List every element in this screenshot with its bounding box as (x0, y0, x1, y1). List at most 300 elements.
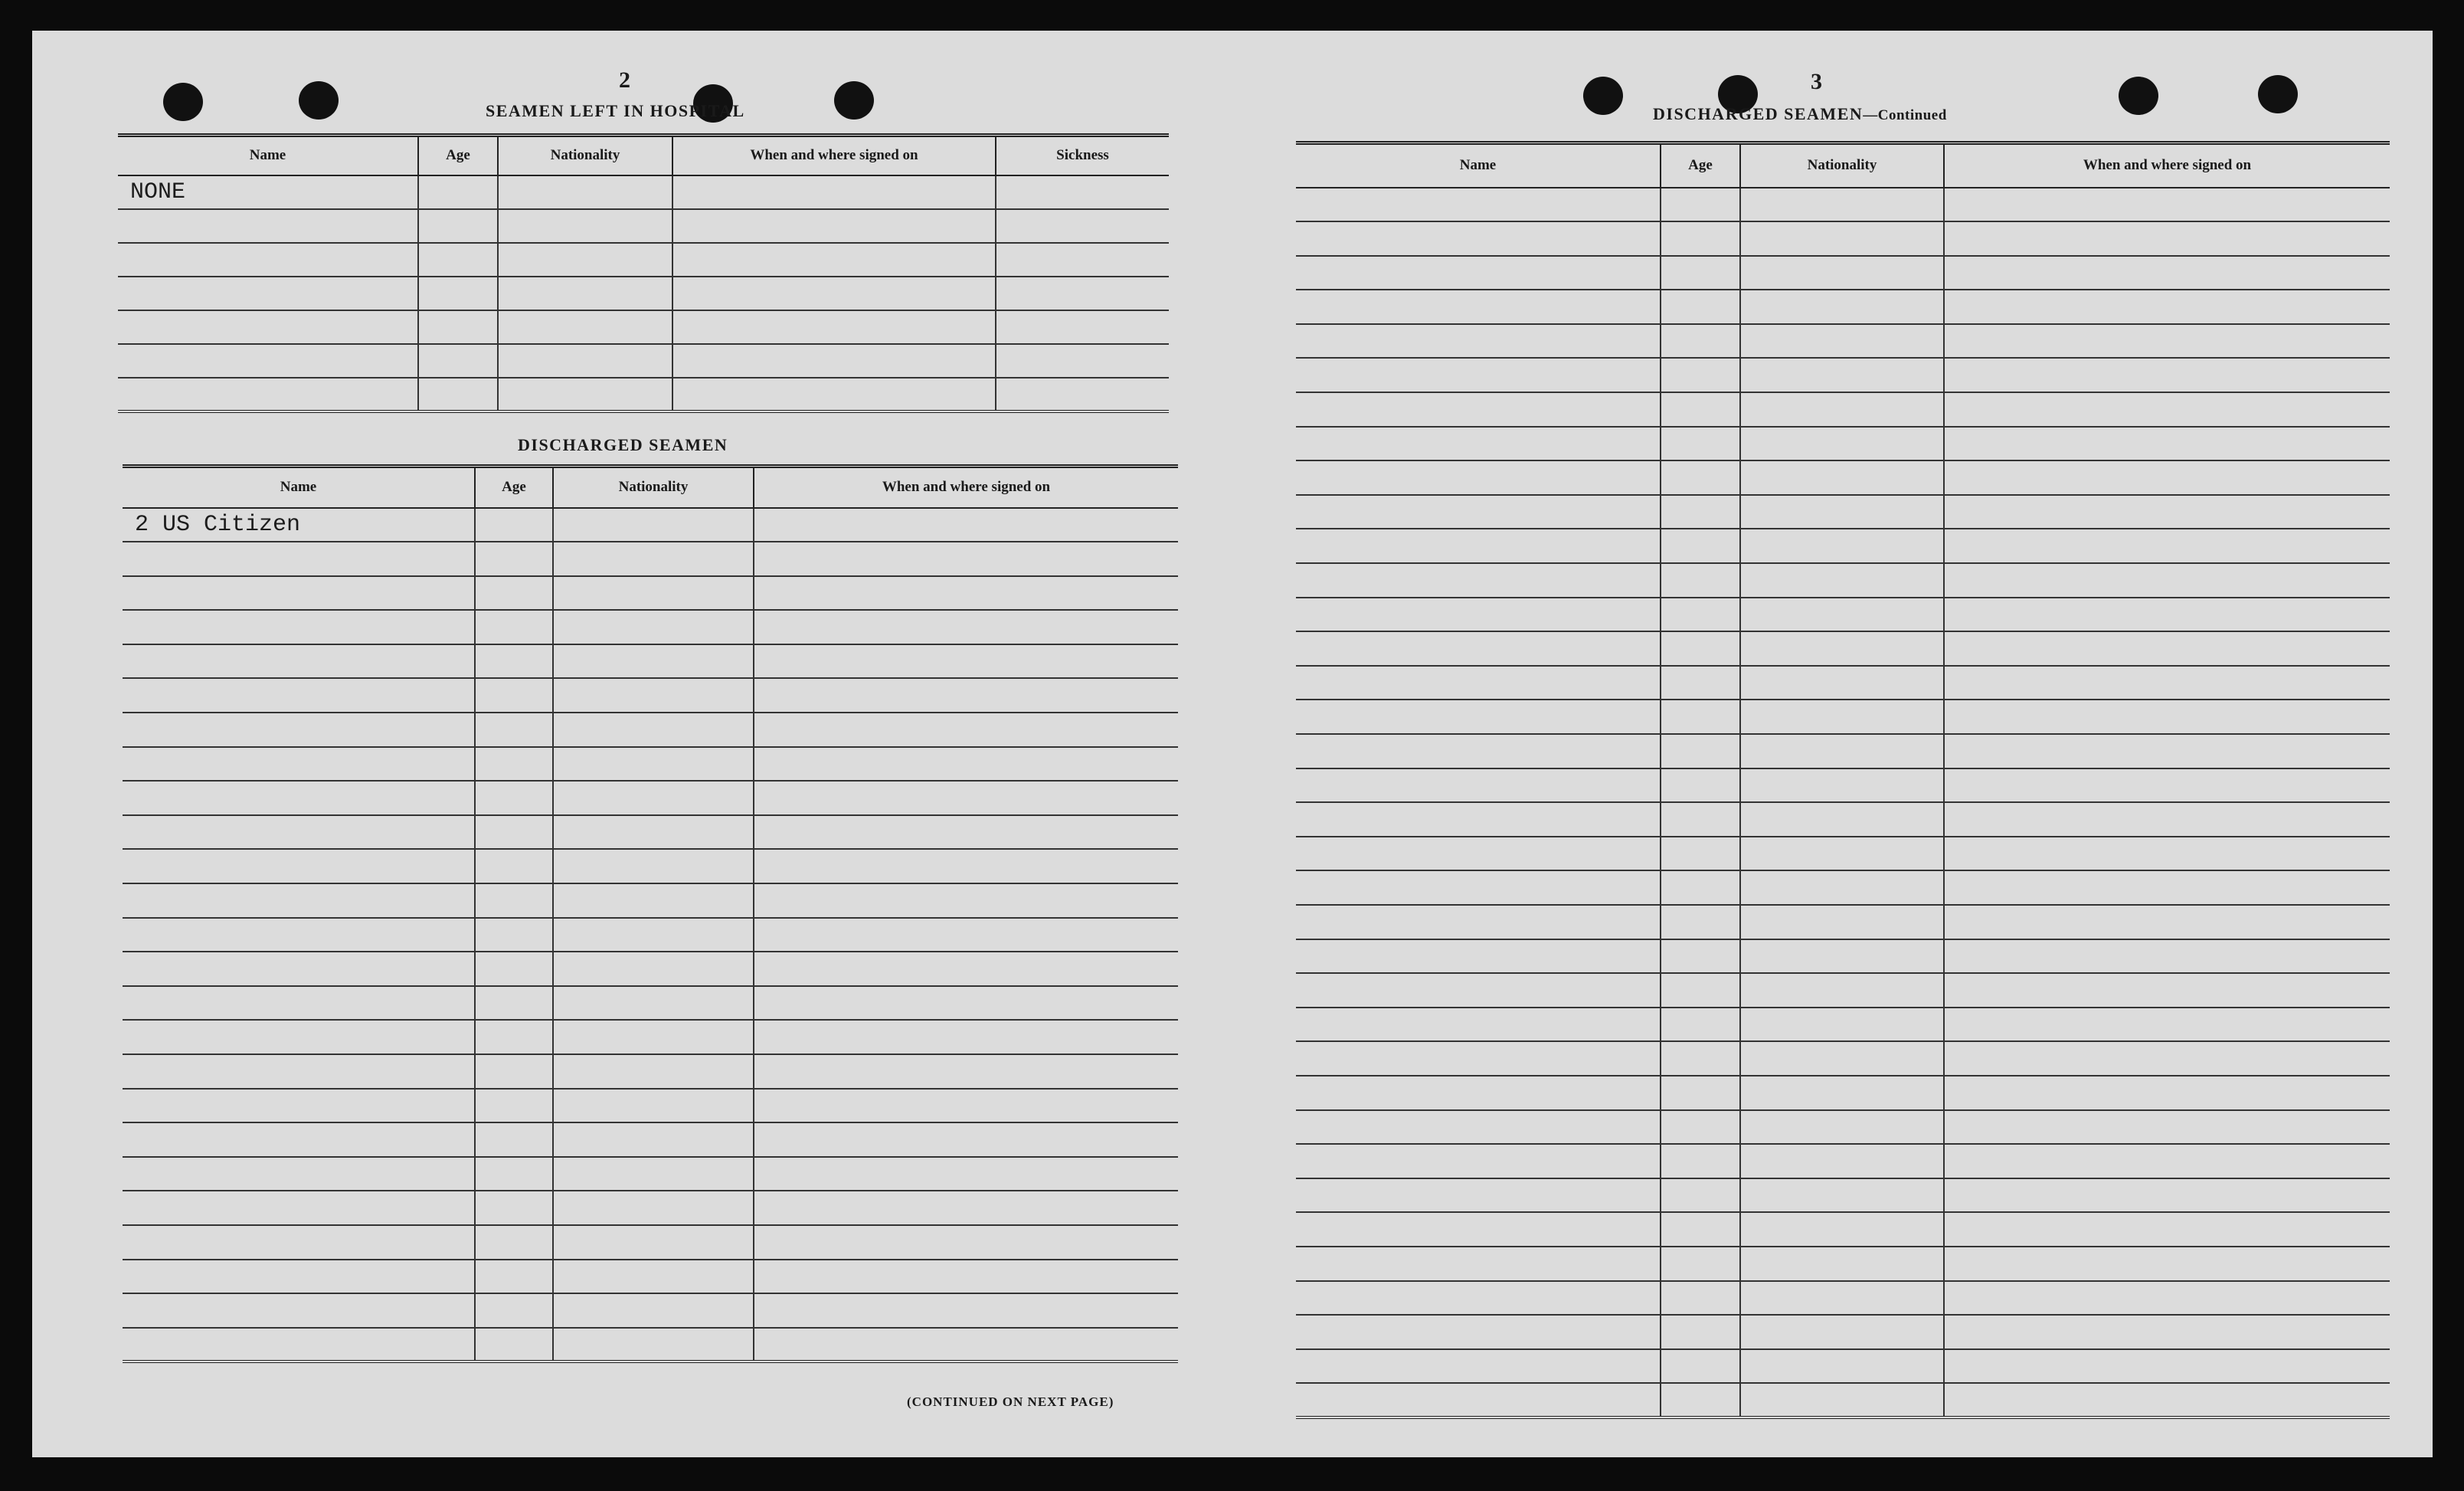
table-cell (553, 576, 754, 611)
table-cell (1944, 837, 2390, 871)
table-row (123, 883, 1178, 918)
table-cell (123, 986, 475, 1021)
table-cell (1661, 188, 1740, 222)
table-cell (1944, 1008, 2390, 1042)
table-cell (475, 1157, 553, 1191)
table-cell (1944, 734, 2390, 768)
table-row (123, 1328, 1178, 1362)
table-cell (1740, 290, 1944, 324)
table-cell (553, 1089, 754, 1123)
table-cell (1296, 358, 1661, 392)
table-cell (1661, 221, 1740, 256)
table-row (1296, 1076, 2390, 1110)
table-cell (123, 1122, 475, 1157)
table-cell (754, 986, 1178, 1021)
table-row (1296, 221, 2390, 256)
column-header: Nationality (498, 136, 672, 175)
table-row (123, 1260, 1178, 1294)
table-cell (123, 1225, 475, 1260)
continued-note: (CONTINUED ON NEXT PAGE) (907, 1394, 1114, 1409)
table-cell (1944, 1315, 2390, 1349)
table-cell (1661, 837, 1740, 871)
table-cell (1944, 290, 2390, 324)
table-cell (996, 243, 1169, 277)
table-cell (1944, 1041, 2390, 1076)
table-cell (1661, 1315, 1740, 1349)
column-header: Name (1296, 143, 1661, 188)
table-cell (475, 1122, 553, 1157)
table-cell (1944, 1383, 2390, 1417)
table-cell (1661, 427, 1740, 461)
column-header: When and where signed on (1944, 143, 2390, 188)
discharged-section-title: DISCHARGED SEAMEN (518, 435, 728, 454)
table-row (1296, 1212, 2390, 1247)
document-sheet (32, 31, 2433, 1457)
table-cell (1661, 598, 1740, 632)
table-cell (475, 1260, 553, 1294)
table-cell (672, 175, 996, 209)
table-cell (498, 277, 672, 310)
table-cell (553, 883, 754, 918)
table-cell (553, 918, 754, 952)
table-cell (1661, 1110, 1740, 1145)
table-cell (1661, 460, 1740, 495)
table-row (123, 986, 1178, 1021)
table-row (118, 378, 1169, 411)
table-cell (498, 310, 672, 344)
table-cell (1661, 1247, 1740, 1281)
table-row (1296, 700, 2390, 734)
table-row (123, 1225, 1178, 1260)
table-row (1296, 734, 2390, 768)
table-cell (123, 1328, 475, 1362)
table-cell (754, 610, 1178, 644)
table-cell (475, 1191, 553, 1225)
discharged-continued-title-main: DISCHARGED SEAMEN (1653, 104, 1864, 123)
table-cell (672, 243, 996, 277)
punch-hole (834, 81, 874, 120)
table-row (1296, 631, 2390, 666)
table-cell (1740, 563, 1944, 598)
table-row (1296, 768, 2390, 803)
table-cell (1740, 1383, 1944, 1417)
table-cell (498, 209, 672, 243)
table-cell (1740, 221, 1944, 256)
table-row (118, 344, 1169, 378)
table-cell (1661, 324, 1740, 359)
table-cell (1944, 802, 2390, 837)
table-cell (996, 209, 1169, 243)
table-cell (1944, 256, 2390, 290)
table-cell (1661, 1041, 1740, 1076)
table-cell (1740, 1247, 1944, 1281)
table-cell (475, 678, 553, 713)
table-cell (475, 1293, 553, 1328)
table-cell (118, 378, 418, 411)
table-cell (1661, 1178, 1740, 1213)
table-cell (1944, 324, 2390, 359)
table-row (1296, 1247, 2390, 1281)
table-cell (996, 378, 1169, 411)
table-row (1296, 939, 2390, 974)
table-row (1296, 905, 2390, 939)
table-row (123, 576, 1178, 611)
table-cell (118, 310, 418, 344)
table-row (123, 678, 1178, 713)
table-cell (1740, 427, 1944, 461)
table-cell (475, 1020, 553, 1054)
table-cell (1944, 666, 2390, 700)
table-cell (1740, 1076, 1944, 1110)
table-cell (1296, 290, 1661, 324)
table-cell (475, 986, 553, 1021)
table-cell (123, 1293, 475, 1328)
table-row (1296, 802, 2390, 837)
table-cell (475, 610, 553, 644)
table-cell (475, 1089, 553, 1123)
table-cell (1740, 1315, 1944, 1349)
table-cell (1296, 221, 1661, 256)
table-row (123, 644, 1178, 679)
table-cell (553, 781, 754, 815)
table-cell (498, 378, 672, 411)
table-row (1296, 460, 2390, 495)
table-cell (754, 1054, 1178, 1089)
table-cell (1740, 1212, 1944, 1247)
table-row (1296, 1349, 2390, 1384)
table-cell (672, 344, 996, 378)
table-cell (553, 952, 754, 986)
table-cell (1296, 1383, 1661, 1417)
table-cell (1661, 495, 1740, 529)
table-row (1296, 1178, 2390, 1213)
table-row (1296, 256, 2390, 290)
table-cell (754, 713, 1178, 747)
table-cell (123, 1260, 475, 1294)
hospital-table (118, 133, 1169, 413)
table-cell (553, 747, 754, 782)
table-cell (553, 610, 754, 644)
table-cell (475, 747, 553, 782)
table-cell (1944, 188, 2390, 222)
table-cell (475, 1054, 553, 1089)
table-cell (553, 1260, 754, 1294)
table-cell (1740, 939, 1944, 974)
table-cell (475, 542, 553, 576)
table-cell (1296, 631, 1661, 666)
table-cell (754, 1225, 1178, 1260)
table-cell (475, 644, 553, 679)
table-cell (1296, 1110, 1661, 1145)
table-cell (672, 277, 996, 310)
table-cell (118, 209, 418, 243)
table-cell (1944, 1247, 2390, 1281)
table-cell (1296, 1349, 1661, 1384)
table-cell (498, 175, 672, 209)
table-row (1296, 1315, 2390, 1349)
table-cell (1740, 495, 1944, 529)
column-header: Age (1661, 143, 1740, 188)
table-cell (123, 883, 475, 918)
table-cell (754, 542, 1178, 576)
table-cell (1944, 495, 2390, 529)
table-cell (1661, 529, 1740, 563)
table-cell (553, 1054, 754, 1089)
table-cell (123, 644, 475, 679)
table-cell (1296, 392, 1661, 427)
table-cell (1296, 1041, 1661, 1076)
table-cell (123, 678, 475, 713)
table-cell (1944, 221, 2390, 256)
table-cell (475, 1225, 553, 1260)
table-cell (1661, 631, 1740, 666)
table-cell (1944, 1178, 2390, 1213)
table-cell (1740, 1281, 1944, 1316)
table-cell (1296, 1247, 1661, 1281)
table-row (123, 1293, 1178, 1328)
page-number-right: 3 (1811, 69, 1823, 94)
table-cell (1740, 1144, 1944, 1178)
table-row (1296, 837, 2390, 871)
table-cell (475, 576, 553, 611)
page-number-left: 2 (619, 67, 631, 93)
table-row (1296, 598, 2390, 632)
table-cell (754, 1328, 1178, 1362)
table-cell (1740, 188, 1944, 222)
table-cell (1296, 529, 1661, 563)
table-cell (418, 175, 498, 209)
table-cell (1944, 1144, 2390, 1178)
table-cell (1944, 1281, 2390, 1316)
table-cell (996, 277, 1169, 310)
table-cell (1740, 734, 1944, 768)
table-row (1296, 324, 2390, 359)
table-cell (754, 1191, 1178, 1225)
table-cell (1944, 1212, 2390, 1247)
table-cell (1661, 1076, 1740, 1110)
table-row (123, 815, 1178, 850)
table-row (1296, 392, 2390, 427)
column-header: When and where signed on (754, 467, 1178, 508)
table-cell (1740, 768, 1944, 803)
table-cell (475, 815, 553, 850)
table-row (1296, 870, 2390, 905)
table-cell (1661, 870, 1740, 905)
table-cell (1944, 563, 2390, 598)
table-cell (1661, 905, 1740, 939)
table-cell (1944, 529, 2390, 563)
table-cell (418, 243, 498, 277)
table-cell (123, 781, 475, 815)
table-cell (1661, 734, 1740, 768)
table-row (123, 610, 1178, 644)
table-cell (1944, 1076, 2390, 1110)
table-cell (1296, 973, 1661, 1008)
table-cell (754, 781, 1178, 815)
table-cell (475, 713, 553, 747)
table-cell (118, 243, 418, 277)
table-row (1296, 529, 2390, 563)
table-cell (1296, 256, 1661, 290)
table-row (123, 781, 1178, 815)
table-cell (1944, 631, 2390, 666)
table-cell (1661, 563, 1740, 598)
table-cell (1296, 427, 1661, 461)
table-cell (1740, 1008, 1944, 1042)
table-cell (996, 175, 1169, 209)
table-cell (123, 610, 475, 644)
table-cell (1661, 700, 1740, 734)
table-cell (1740, 973, 1944, 1008)
table-cell (754, 644, 1178, 679)
table-cell (553, 1328, 754, 1362)
table-cell (123, 1157, 475, 1191)
table-cell (754, 576, 1178, 611)
table-cell (754, 1157, 1178, 1191)
table-cell (754, 952, 1178, 986)
table-cell (498, 344, 672, 378)
table-cell (418, 378, 498, 411)
table-cell (1740, 666, 1944, 700)
table-cell (1661, 1281, 1740, 1316)
table-cell (553, 1020, 754, 1054)
table-cell (1740, 870, 1944, 905)
column-header: Age (418, 136, 498, 175)
table-row (1296, 1041, 2390, 1076)
table-cell (1740, 1110, 1944, 1145)
table-cell (475, 849, 553, 883)
table-row (118, 209, 1169, 243)
table-cell (1296, 870, 1661, 905)
table-cell (1944, 973, 2390, 1008)
table-cell (1296, 734, 1661, 768)
table-row (1296, 1144, 2390, 1178)
table-cell (1296, 1281, 1661, 1316)
table-cell (553, 815, 754, 850)
table-cell (1740, 1349, 1944, 1384)
table-cell (1296, 1315, 1661, 1349)
discharged-table (123, 464, 1178, 1363)
table-cell (754, 678, 1178, 713)
column-header: Age (475, 467, 553, 508)
punch-hole (163, 83, 203, 121)
table-cell (1296, 188, 1661, 222)
column-header: Name (118, 136, 418, 175)
table-cell (553, 542, 754, 576)
table-cell (1661, 392, 1740, 427)
table-row (118, 277, 1169, 310)
table-cell (1661, 1144, 1740, 1178)
table-cell (996, 310, 1169, 344)
table-cell (1661, 939, 1740, 974)
table-cell (1296, 939, 1661, 974)
table-cell (1740, 631, 1944, 666)
table-cell (553, 1225, 754, 1260)
table-cell (1740, 392, 1944, 427)
table-cell (123, 952, 475, 986)
table-cell (1296, 1212, 1661, 1247)
table-cell (1740, 460, 1944, 495)
table-row (1296, 188, 2390, 222)
table-row (123, 1089, 1178, 1123)
table-cell (1296, 1178, 1661, 1213)
table-cell (418, 344, 498, 378)
hospital-section-title: SEAMEN LEFT IN HOSPITAL (486, 101, 745, 120)
table-row (123, 1157, 1178, 1191)
table-cell (553, 644, 754, 679)
table-cell (1296, 460, 1661, 495)
table-cell (498, 243, 672, 277)
table-row (1296, 666, 2390, 700)
table-cell (475, 1328, 553, 1362)
table-cell (996, 344, 1169, 378)
table-cell (754, 883, 1178, 918)
table-cell (418, 209, 498, 243)
table-cell (553, 1122, 754, 1157)
table-cell (553, 713, 754, 747)
punch-hole (2119, 77, 2158, 115)
table-row (123, 713, 1178, 747)
table-cell (1661, 1212, 1740, 1247)
table-cell (1740, 529, 1944, 563)
table-cell (553, 678, 754, 713)
table-cell (1296, 700, 1661, 734)
table-cell (1740, 1041, 1944, 1076)
column-header: Name (123, 467, 475, 508)
table-cell (553, 849, 754, 883)
table-cell (123, 713, 475, 747)
table-cell (672, 378, 996, 411)
table-cell (123, 542, 475, 576)
table-cell (1296, 563, 1661, 598)
table-row (1296, 358, 2390, 392)
table-cell (1944, 939, 2390, 974)
table-cell (118, 344, 418, 378)
table-cell (1944, 905, 2390, 939)
table-row (123, 1191, 1178, 1225)
table-cell (1661, 290, 1740, 324)
table-cell (123, 747, 475, 782)
table-cell (754, 815, 1178, 850)
table-row (1296, 563, 2390, 598)
table-cell (1296, 1008, 1661, 1042)
table-cell (1296, 768, 1661, 803)
punch-hole (1583, 77, 1623, 115)
table-row (123, 1054, 1178, 1089)
table-cell (1944, 598, 2390, 632)
table-row (118, 310, 1169, 344)
table-cell: 2 US Citizen (123, 508, 475, 542)
table-cell (553, 1191, 754, 1225)
table-cell (754, 918, 1178, 952)
table-cell (1661, 666, 1740, 700)
table-row (1296, 1383, 2390, 1417)
table-cell (1661, 1349, 1740, 1384)
table-cell (1944, 700, 2390, 734)
table-cell (475, 952, 553, 986)
table-row (123, 747, 1178, 782)
table-cell (1944, 392, 2390, 427)
table-cell: NONE (118, 175, 418, 209)
table-row (118, 243, 1169, 277)
table-cell (1661, 973, 1740, 1008)
discharged-continued-title (1653, 104, 1947, 124)
table-cell (754, 1122, 1178, 1157)
continued-suffix: —Continued (1863, 107, 1947, 123)
table-cell (1296, 802, 1661, 837)
table-cell (754, 747, 1178, 782)
table-cell (475, 508, 553, 542)
